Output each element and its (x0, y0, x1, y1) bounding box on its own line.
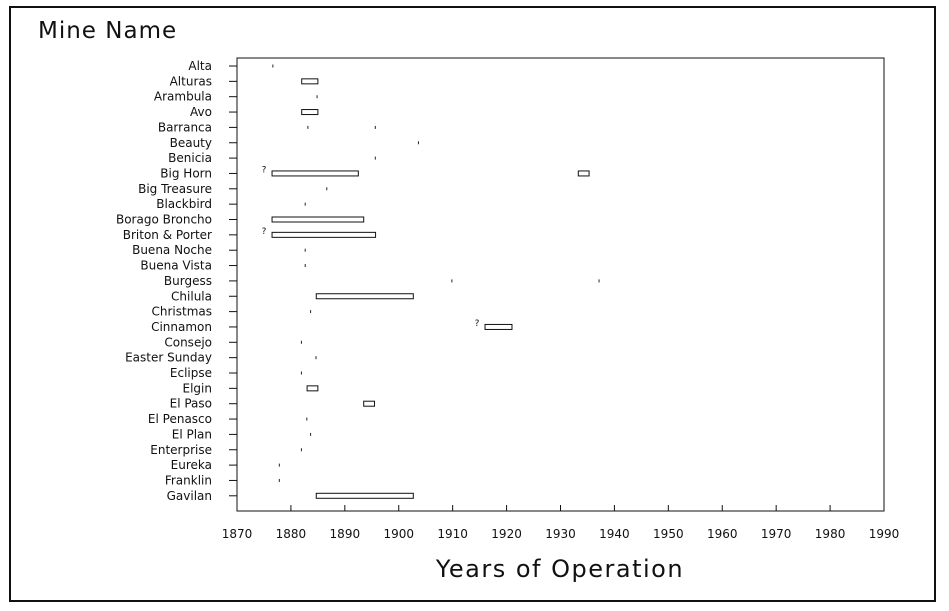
category-label-buena-vista: Buena Vista (140, 258, 212, 273)
category-label-eclipse: Eclipse (169, 366, 212, 380)
category-label-gavilan: Gavilan (166, 488, 212, 503)
x-tick-label-1900: 1900 (383, 527, 415, 541)
category-label-el-penasco: El Penasco (147, 412, 212, 427)
category-label-borago-broncho: Borago Broncho (115, 212, 212, 227)
bar-briton-porter-0 (272, 232, 376, 237)
category-label-enterprise: Enterprise (150, 442, 212, 457)
row-beauty (170, 136, 419, 150)
category-label-alturas: Alturas (169, 74, 212, 89)
x-tick-label-1880: 1880 (275, 527, 307, 541)
x-tick-label-1980: 1980 (814, 527, 846, 541)
row-easter-sunday (125, 351, 316, 365)
bar-borago-broncho-0 (272, 217, 364, 222)
bar-big-horn-1 (578, 171, 589, 176)
bar-chilula-0 (316, 294, 413, 299)
x-tick-label-1940: 1940 (599, 527, 630, 541)
chart-title: Mine Name (38, 18, 178, 44)
x-axis-label: Years of Operation (435, 555, 685, 583)
x-tick-label-1970: 1970 (760, 527, 792, 541)
category-label-avo: Avo (190, 105, 212, 120)
category-label-el-paso: El Paso (169, 396, 212, 411)
row-christmas (151, 305, 310, 319)
uncertain-marker-big-horn: ? (261, 165, 267, 176)
category-label-big-treasure: Big Treasure (138, 181, 212, 196)
row-el-paso (170, 397, 375, 411)
category-label-cinnamon: Cinnamon (151, 319, 212, 334)
bar-big-horn-0 (272, 171, 358, 176)
bar-alturas-0 (302, 79, 318, 84)
category-label-arambula: Arambula (153, 89, 212, 104)
bar-cinnamon-0 (485, 324, 512, 329)
row-chilula (171, 289, 413, 303)
row-gavilan (167, 489, 414, 503)
category-label-elgin: Elgin (182, 381, 212, 396)
row-benicia (168, 151, 375, 165)
row-el-penasco (148, 412, 307, 426)
row-alturas (170, 74, 318, 88)
category-label-eureka: Eureka (170, 458, 212, 473)
row-buena-vista (140, 259, 305, 273)
row-barranca (158, 120, 375, 134)
x-tick-label-1990: 1990 (868, 527, 900, 541)
row-consejo (164, 335, 301, 349)
row-burgess (164, 274, 599, 288)
row-franklin (165, 473, 279, 487)
category-label-alta: Alta (188, 59, 212, 73)
x-tick-label-1950: 1950 (653, 527, 684, 541)
category-label-franklin: Franklin (164, 473, 212, 488)
row-enterprise (150, 443, 301, 457)
row-arambula (154, 90, 317, 104)
row-briton-porter (123, 227, 376, 242)
x-tick-label-1960: 1960 (706, 527, 738, 541)
uncertain-marker-briton-porter: ? (261, 226, 267, 237)
category-label-beauty: Beauty (169, 135, 212, 150)
category-label-briton-porter: Briton & Porter (122, 227, 212, 242)
axes (222, 58, 900, 541)
x-tick-label-1920: 1920 (491, 527, 522, 541)
x-tick-label-1890: 1890 (329, 527, 361, 541)
category-label-el-plan: El Plan (171, 427, 212, 442)
row-big-treasure (138, 182, 327, 196)
category-label-chilula: Chilula (171, 289, 212, 304)
row-alta (188, 59, 272, 73)
row-big-horn (160, 165, 589, 180)
row-cinnamon (151, 319, 512, 334)
category-label-easter-sunday: Easter Sunday (125, 350, 212, 365)
category-label-buena-noche: Buena Noche (132, 243, 212, 258)
row-eureka (171, 458, 280, 472)
row-blackbird (156, 197, 305, 211)
bar-elgin-0 (307, 386, 318, 391)
row-avo (190, 105, 318, 119)
x-tick-label-1930: 1930 (545, 527, 576, 541)
bar-avo-0 (302, 110, 318, 115)
data-rows (116, 59, 599, 503)
uncertain-marker-cinnamon: ? (474, 318, 480, 329)
bar-gavilan-0 (316, 493, 413, 498)
category-label-burgess: Burgess (163, 273, 212, 288)
category-label-blackbird: Blackbird (156, 197, 212, 212)
category-label-christmas: Christmas (151, 304, 212, 319)
plot-area (237, 58, 884, 511)
category-label-barranca: Barranca (157, 120, 212, 135)
x-tick-label-1870: 1870 (221, 527, 253, 541)
category-label-benicia: Benicia (168, 151, 212, 166)
x-tick-label-1910: 1910 (437, 527, 468, 541)
category-label-big-horn: Big Horn (160, 166, 212, 181)
row-elgin (183, 381, 318, 395)
row-borago-broncho (116, 213, 364, 227)
row-el-plan (172, 427, 311, 441)
bar-el-paso-0 (364, 401, 375, 406)
row-eclipse (170, 366, 302, 380)
row-buena-noche (132, 243, 305, 257)
category-label-consejo: Consejo (164, 335, 212, 350)
